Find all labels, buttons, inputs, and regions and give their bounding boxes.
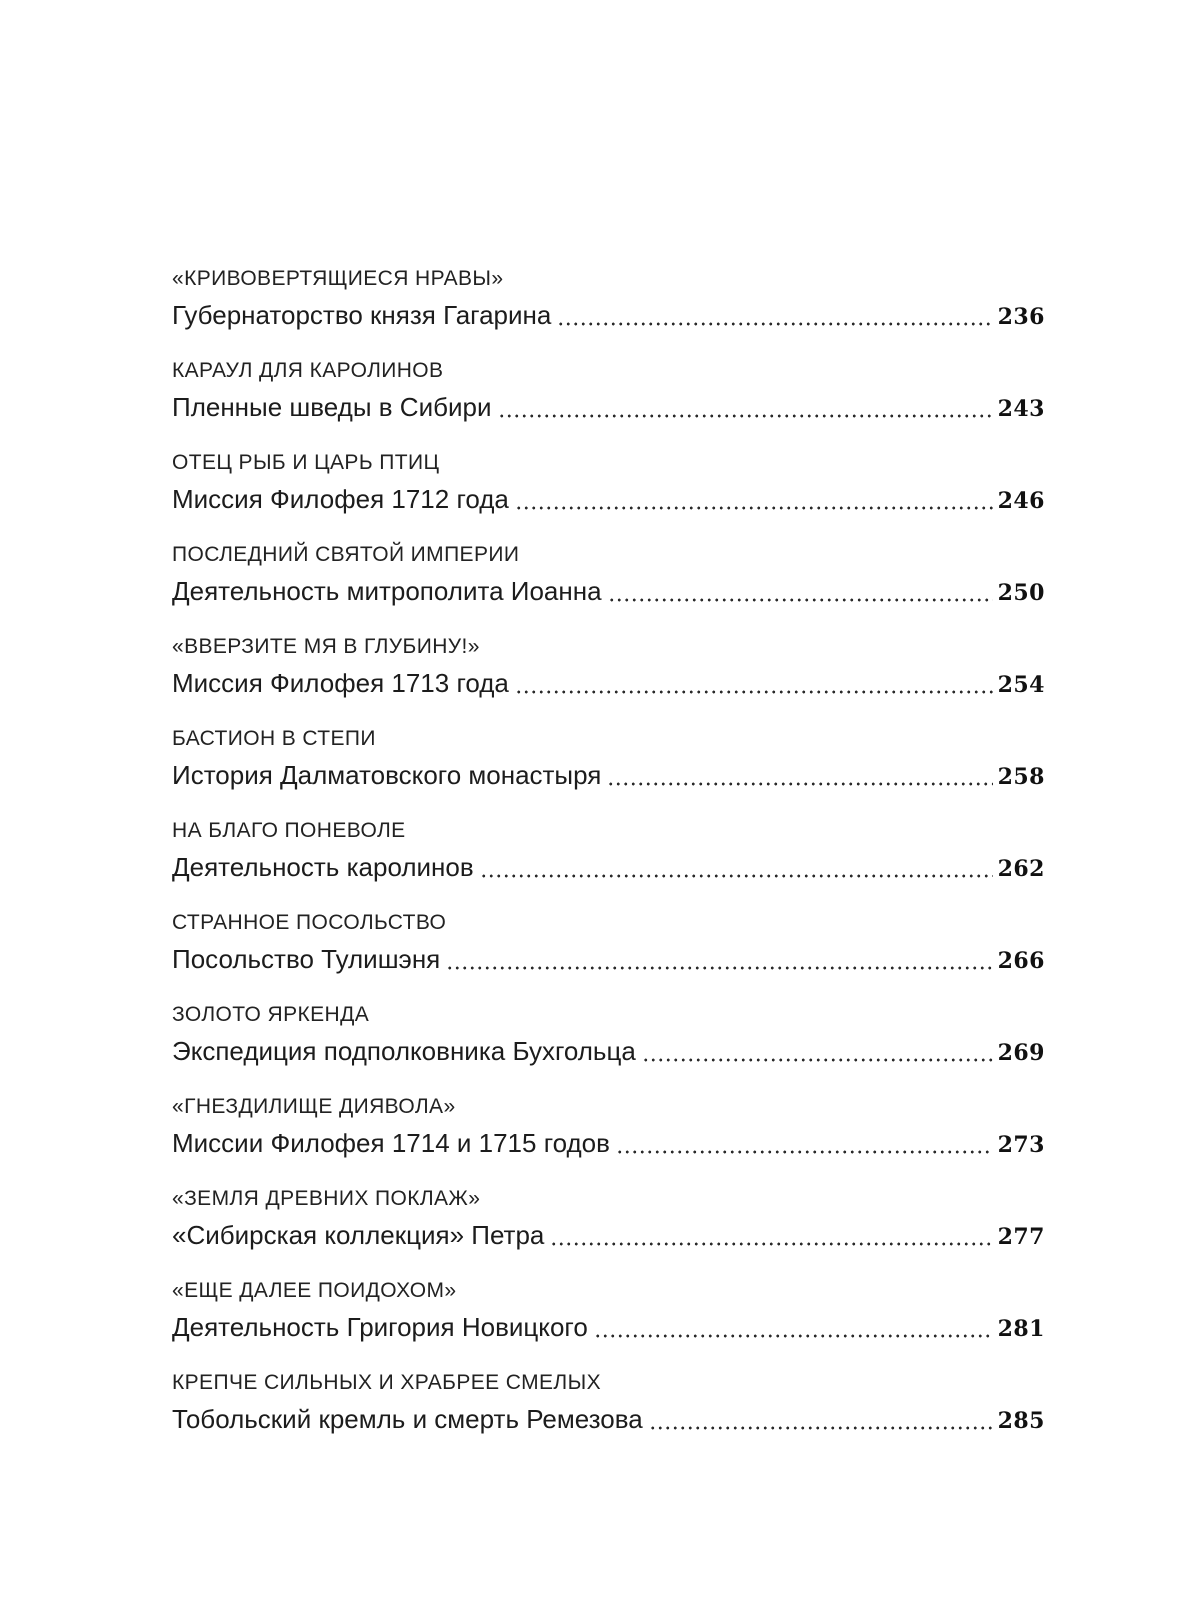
toc-entry bbox=[172, 634, 1045, 700]
page-number: 262 bbox=[997, 856, 1045, 882]
chapter-subtitle: Миссия Филофея 1712 года bbox=[172, 484, 509, 514]
chapter-row bbox=[172, 574, 1045, 608]
chapter-subtitle: Миссия Филофея 1713 года bbox=[172, 668, 509, 698]
page-number: 281 bbox=[997, 1316, 1045, 1342]
toc-entry bbox=[172, 542, 1045, 608]
chapter-heading: «ВВЕРЗИТЕ МЯ В ГЛУБИНУ!» bbox=[172, 635, 480, 658]
chapter-subtitle: Экспедиция подполковника Бухгольца bbox=[172, 1036, 636, 1066]
page-number: 254 bbox=[997, 672, 1045, 698]
toc-entry bbox=[172, 1186, 1045, 1252]
chapter-heading: ЗОЛОТО ЯРКЕНДА bbox=[172, 1003, 370, 1026]
page-number: 285 bbox=[997, 1408, 1045, 1434]
toc-entry bbox=[172, 1278, 1045, 1344]
toc-entry bbox=[172, 450, 1045, 516]
chapter-heading: КАРАУЛ ДЛЯ КАРОЛИНОВ bbox=[172, 359, 444, 382]
toc-entry bbox=[172, 910, 1045, 976]
chapter-row bbox=[172, 298, 1045, 332]
chapter-row bbox=[172, 1310, 1045, 1344]
toc-entry bbox=[172, 1094, 1045, 1160]
toc-entry bbox=[172, 1002, 1045, 1068]
chapter-heading: «ЕЩЕ ДАЛЕЕ ПОИДОХОМ» bbox=[172, 1279, 457, 1302]
dot-leader bbox=[557, 319, 992, 329]
chapter-row bbox=[172, 758, 1045, 792]
dot-leader bbox=[616, 1147, 993, 1157]
dot-leader bbox=[594, 1331, 993, 1341]
dot-leader bbox=[446, 963, 992, 973]
page-number: 246 bbox=[997, 488, 1045, 514]
dot-leader bbox=[480, 871, 993, 881]
chapter-row bbox=[172, 666, 1045, 700]
dot-leader bbox=[642, 1055, 993, 1065]
page-number: 269 bbox=[997, 1040, 1045, 1066]
dot-leader bbox=[498, 411, 993, 421]
chapter-subtitle: Деятельность митрополита Иоанна bbox=[172, 576, 602, 606]
chapter-row bbox=[172, 1126, 1045, 1160]
page-number: 273 bbox=[997, 1132, 1045, 1158]
toc-entry bbox=[172, 358, 1045, 424]
dot-leader bbox=[515, 687, 993, 697]
chapter-heading: КРЕПЧЕ СИЛЬНЫХ И ХРАБРЕЕ СМЕЛЫХ bbox=[172, 1371, 601, 1394]
dot-leader bbox=[607, 779, 992, 789]
dot-leader bbox=[550, 1239, 992, 1249]
page-number: 258 bbox=[997, 764, 1045, 790]
chapter-row bbox=[172, 942, 1045, 976]
chapter-subtitle: Посольство Тулишэня bbox=[172, 944, 441, 974]
dot-leader bbox=[649, 1423, 993, 1433]
page-number: 277 bbox=[997, 1224, 1045, 1250]
chapter-subtitle: Миссии Филофея 1714 и 1715 годов bbox=[172, 1128, 610, 1158]
chapter-row bbox=[172, 1218, 1045, 1252]
chapter-row bbox=[172, 850, 1045, 884]
toc-entry bbox=[172, 726, 1045, 792]
dot-leader bbox=[515, 503, 993, 513]
chapter-subtitle: Деятельность каролинов bbox=[172, 852, 474, 882]
chapter-heading: «КРИВОВЕРТЯЩИЕСЯ НРАВЫ» bbox=[172, 267, 504, 290]
chapter-row bbox=[172, 1034, 1045, 1068]
chapter-row bbox=[172, 390, 1045, 424]
chapter-subtitle: История Далматовского монастыря bbox=[172, 760, 602, 790]
toc-entry bbox=[172, 1370, 1045, 1436]
toc-entry bbox=[172, 266, 1045, 332]
chapter-subtitle: Пленные шведы в Сибири bbox=[172, 392, 492, 422]
chapter-subtitle: Тобольский кремль и смерть Ремезова bbox=[172, 1404, 643, 1434]
page-number: 266 bbox=[997, 948, 1045, 974]
chapter-row bbox=[172, 482, 1045, 516]
page-number: 236 bbox=[997, 304, 1045, 330]
chapter-heading: ОТЕЦ РЫБ И ЦАРЬ ПТИЦ bbox=[172, 451, 440, 474]
chapter-heading: «ЗЕМЛЯ ДРЕВНИХ ПОКЛАЖ» bbox=[172, 1187, 481, 1210]
dot-leader bbox=[608, 595, 993, 605]
chapter-subtitle: Губернаторство князя Гагарина bbox=[172, 300, 552, 330]
toc-entries bbox=[172, 266, 1045, 1436]
chapter-subtitle: «Сибирская коллекция» Петра bbox=[172, 1220, 545, 1250]
chapter-heading: БАСТИОН В СТЕПИ bbox=[172, 727, 376, 750]
chapter-row bbox=[172, 1402, 1045, 1436]
chapter-heading: «ГНЕЗДИЛИЩЕ ДИЯВОЛА» bbox=[172, 1095, 456, 1118]
page-number: 243 bbox=[997, 396, 1045, 422]
chapter-heading: ПОСЛЕДНИЙ СВЯТОЙ ИМПЕРИИ bbox=[172, 543, 520, 566]
chapter-heading: СТРАННОЕ ПОСОЛЬСТВО bbox=[172, 911, 447, 934]
chapter-subtitle: Деятельность Григория Новицкого bbox=[172, 1312, 588, 1342]
chapter-heading: НА БЛАГО ПОНЕВОЛЕ bbox=[172, 819, 406, 842]
toc-entry bbox=[172, 818, 1045, 884]
page-number: 250 bbox=[997, 580, 1045, 606]
